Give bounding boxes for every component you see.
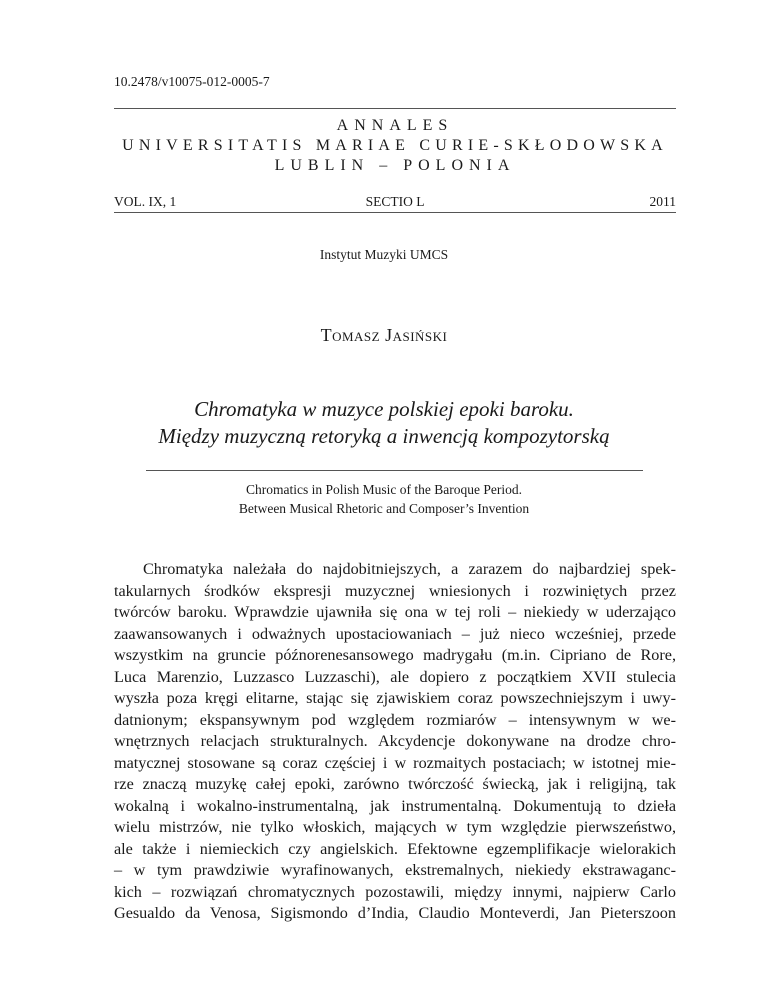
volume: VOL. IX, 1 [114, 194, 177, 209]
year: 2011 [649, 194, 676, 209]
journal-title [114, 116, 676, 176]
institute: Instytut Muzyki UMCS [319, 247, 449, 262]
body-line: wokalną i wokalno-instrumentalną, jak instrumentalną. Dokumentują to dzieła [114, 796, 676, 815]
body-line: rze znaczą muzykę całej epoki, zarówno twórczość świecką, jak i religijną, tak [114, 775, 676, 793]
body-line: kich – rozwiązań chromatycznych pozostawili, między innymi, najpierw Carlo [114, 882, 676, 901]
body-text [114, 559, 676, 925]
body-line: zaawansowanych i odważnych upostaciowaniach – już nieco wcześniej, przede [114, 624, 676, 643]
body-line: Gesualdo da Venosa, Sigismondo d’India, Claudio Monteverdi, Jan Pieterszoon [114, 904, 676, 922]
english-title-line-1: Chromatics in Polish Music of the Baroque Period. [246, 482, 522, 497]
body-line: wyszła poza kręgi elitarne, stając się zjawiskiem coraz powszechniejszym i uwy- [114, 689, 676, 707]
journal-title-line-1: ANNALES [336, 117, 454, 134]
body-line: twórców baroku. Wprawdzie ujawniła się ona w tej roli – niekiedy w uderzająco [114, 603, 676, 621]
body-line: ale także i niemieckich czy angielskich. Efektowne egzemplifikacje wielorakich [114, 839, 676, 858]
doi: 10.2478/v10075-012-0005-7 [114, 74, 270, 89]
section: SECTIO L [365, 194, 425, 209]
body-line: wnętrznych relacjach strukturalnych. Akcydencje dokonywane na drodze chro- [114, 732, 676, 750]
body-line: wielu mistrzów, nie tylko włoskich, mających w tym względzie pierwszeństwo, [114, 818, 676, 836]
body-line: wszystkim na gruncie późnorenesansowego madrygału (m.in. Cipriano de Rore, [114, 646, 676, 664]
title-rule [146, 470, 643, 471]
english-title-line-2: Between Musical Rhetoric and Composer’s Invention [238, 501, 530, 516]
english-title [0, 480, 768, 518]
body-line: Luca Marenzio, Luzzasco Luzzaschi), ale dopiero z początkiem XVII stulecia [114, 667, 676, 686]
body-line: – w tym prawdziwie wyrafinowanych, ekstremalnych, niekiedy ekstrawaganc- [114, 861, 676, 879]
header-top-rule [114, 108, 676, 109]
body-line: Chromatyka należała do najdobitniejszych, a zarazem do najbardziej spek- [143, 560, 676, 578]
author: Tomasz Jasiński [320, 325, 448, 345]
body-line: takularnych środków ekspresji muzycznej wniesionych i rozwiniętych przez [114, 581, 676, 600]
article-title-line-2: Między muzyczną retoryką a inwencją kompozytorską [158, 424, 610, 448]
body-line: datnionym; ekspansywnym pod względem rozmiarów – intensywnym w we- [114, 710, 676, 729]
article-title [0, 396, 768, 450]
article-title-line-1: Chromatyka w muzyce polskiej epoki baroku. [194, 397, 574, 421]
journal-title-line-3: LUBLIN – POLONIA [274, 157, 516, 174]
journal-title-line-2: UNIVERSITATIS MARIAE CURIE-SKŁODOWSKA [122, 137, 668, 154]
body-line: matycznej stosowane są coraz częściej i w rozmaitych postaciach; w istotnej mie- [114, 753, 676, 772]
header-bottom-rule [114, 212, 676, 213]
